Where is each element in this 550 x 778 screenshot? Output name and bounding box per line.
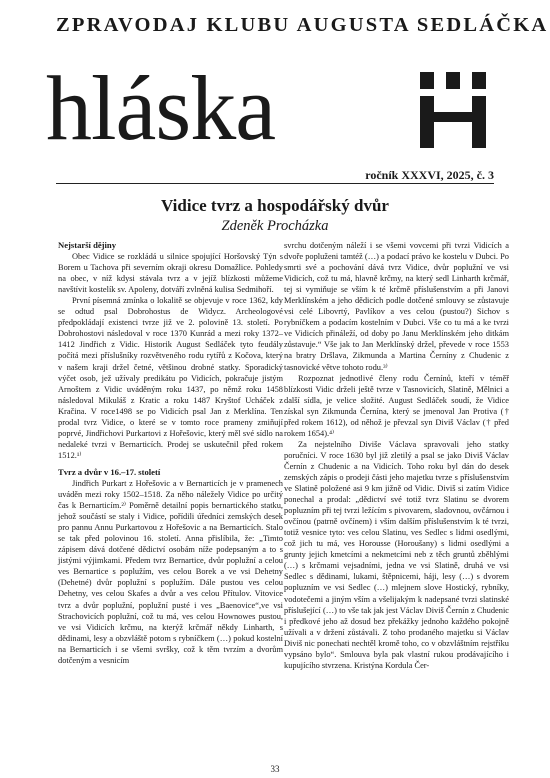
paragraph: Za nejstelního Diviše Václava spravovali jeho statky poručníci. V roce 1630 byl již zletilý a psal se jako Diviš Václav Černín z Chudenic a na Vidicích. Toho roku byl dán do desek zemských zápis o prodeji části jeho majetku tvrze s příslušenstvím ve Slatině položené asi 9 km jižně od Vidic. Diviš si zatím Vidice ponechal a prodal: „dědictví své totiž tvrz Slatinu se dvorem popluzním při tej tvrzi ležícím s pivovarem, sladovnou, ovčárnou i ovčínou (patrně ovčínem) i vším dalším příslušenstvím k té tvrzi, totiž vesnice tyto: ves celou Slatinu, ves Sedlec s lidmi osedlými, což jich tu má, ves Horousse (Horoušany) s lidmi osedlými a grunty jejich kmetcími a nekmetcími neb z těch gruntů zběhlými (…) s krčmami vejsadními, jedna ve vsi Slatině, druhá ve vsi Sedlec s dědinami, lukami, štěpnicemi, háji, lesy (…) s dvorem popluzním ve vsi Sedlec (…) mlejnem slove Hostický, rybníky, vodotečemi a jiným vším a všelijakým k nadepsané tvrzi slatinské příslušející (…) to vše tak jak jest Václav Diviš Černín z Chudenic i předkové jeho až dosud bez překážky jednoho každého pokojně užívali a v držení zůstávali. Z toho prodaného majetku si Václav Diviš nic ponechati nechtěl kromě toho, co v obzvláštním rejstříku vypsáno bylo“. Smlouva byla pak vlastní rukou prodávajícího i kupujícího stvrzena. Kristýna Kordula Čer- xyxy=(284,439,509,670)
masthead-logo-word: hláska xyxy=(46,57,276,159)
right-column xyxy=(284,240,509,671)
masthead-subtitle: ZPRAVODAJ KLUBU AUGUSTA SEDLÁČKA xyxy=(56,14,549,36)
paragraph: Jindřich Purkart z Hořešovic a v Bernarticích je v pramenech uváděn mezi roky 1502–1518. Za něho náležely Vidice po určitý čas k Bernarticím.²⁾ Poměrně detailní popis bernartického statku, jehož součástí se staly i Vidice, pořídili úředníci zemských desek pro pannu Annu Purkartovou z Hořešovic a na Bernarticích. Stalo se tak před polovinou 16. století. Anna přislíbila, že: „Timto zápisem dává dotčené dědictví osobám níže podepsaným a to s jistými výjimkami. Předem tvrz Bernartice, dvůr poplužní a celou ves Bernartice s poplužím, ves celou Borek a ve vsi Dehetny (Dehetné) dvůr poplužní s poplužím. Dále pustou ves celou Dehetny, ves celou Skafes a dvůr a ves celou Přítulov. Vitovice tvrz a dvůr poplužní, poplužní pusté i ves „Baenovice“,ve vsi Strachovicích poplužní, což tu má, ves celou Hownowes pustou, ve vsi Vidicích krčmu, na kterýž krčmář někdy Linharth, s dědinami, lesy a obzvláště potom s rybníčkem (…) pokud kostelní na Bernarticích i se všemi svršky, což k těm tvrzím a dvorům dotčeným a vesnicím xyxy=(58,478,283,665)
header-divider xyxy=(56,183,494,184)
left-column xyxy=(58,240,283,666)
article-author: Zdeněk Procházka xyxy=(221,218,329,234)
paragraph: Obec Vidice se rozkládá u silnice spojující Horšovský Týn s Borem u Tachova při severním okraji okresu Domažlice. Pohledy na obec, v níž kdysi stávala tvrz a v jejíž blízkosti můžeme navštívit kostelík sv. Apoleny, dotváří zvlněná kulisa Sedmihoří. xyxy=(58,252,283,295)
page-number: 33 xyxy=(270,764,280,774)
watchtower-logo-icon xyxy=(418,72,488,148)
paragraph: Rozpoznat jednotlivé členy rodu Černínů, kteří v téměř blízkosti Vidic drželi ještě tvrze v Tasnovicích, Slatině, Mělnici a další sídla, je velice složité. August Sedláček soudí, že Vidice získal syn Zikmunda Černína, který se jmenoval Jan Protiva († před rokem 1612), od něhož je převzal syn Diviš Václav († před rokem 1654).⁴⁾ xyxy=(284,373,509,438)
section-heading: Nejstarší dějiny xyxy=(58,240,116,250)
paragraph: svrchu dotčeným náleží i se všemi vovcemi při tvrzi Vidicích a dvoře popluženi tamtéž (…) a podací právo ke kostelu v Dubci. Po smrti své a pochování dává tvrz Vidice, dvůr poplužní ve vsi Vidicích, což tu má, hlavně krčmy, na který sedl Linharth krčmář, tej si vymiňuje se vším k té krčmě příslušenstvím a při Janovi Merklínském a jeho dědicích podle dotčené smlouvy se zůstavuje vsi celé Libovrtý, Pavlíkov a ves celou (pustou?) Sichov s rybníčkem a podacím kostelním v Dubci. Vše co tu má a ke tvrzi ve Vidicích přináleží, od doby po Janu Merklínském jeho ditkám zůstavuje.“ Vše jak to Jan Merklínský držel, převede v roce 1553 na bratry Dršlava, Zikmunda a Martina Černíny z Chudenic z tasnovické větve tohoto rodu.³⁾ xyxy=(284,241,509,372)
paragraph: První písemná zmínka o lokalitě se objevuje v roce 1362, kdy se odtud psal Dobrohostus de Widycz. Archeologové předpokládají existenci tvrze již ve 2. polovině 13. století. Po Dobrohostovi následoval v roce 1370 Kunrád a mezi roky 1372–1412 Jindřich z Vidic. Historik August Sedláček tyto feudály počítá mezi příslušníky rozvětveného rodu rytířů z Kočova, který v našem kraji držel četné, většinou drobné statky. Sporadický výčet osob, jež užívaly predikátu po Vidicích, pokračuje jistým Arnoštem z Vidic uváděným roku 1437, po němž roku 1458 následoval Mikuláš z Kratic a roku 1487 Kryštof Ucháček z Kračina. V roce1498 se po Vidicích psal Jan z Merklína. Ten prodal tvrz Vidice, o které se v tomto roce prameny zmiňují poprvé, Jindřichovi Purkartovi z Hořešovic, který měl své sídlo na nedaleké tvrzi v Bernarticích. Prodej se uskutečnil před rokem 1512.¹⁾ xyxy=(58,296,283,460)
issue-info: ročník XXXVI, 2025, č. 3 xyxy=(365,168,494,182)
section-heading: Tvrz a dvůr v 16.–17. století xyxy=(58,466,161,477)
article-title: Vidice tvrz a hospodářský dvůr xyxy=(161,196,389,215)
